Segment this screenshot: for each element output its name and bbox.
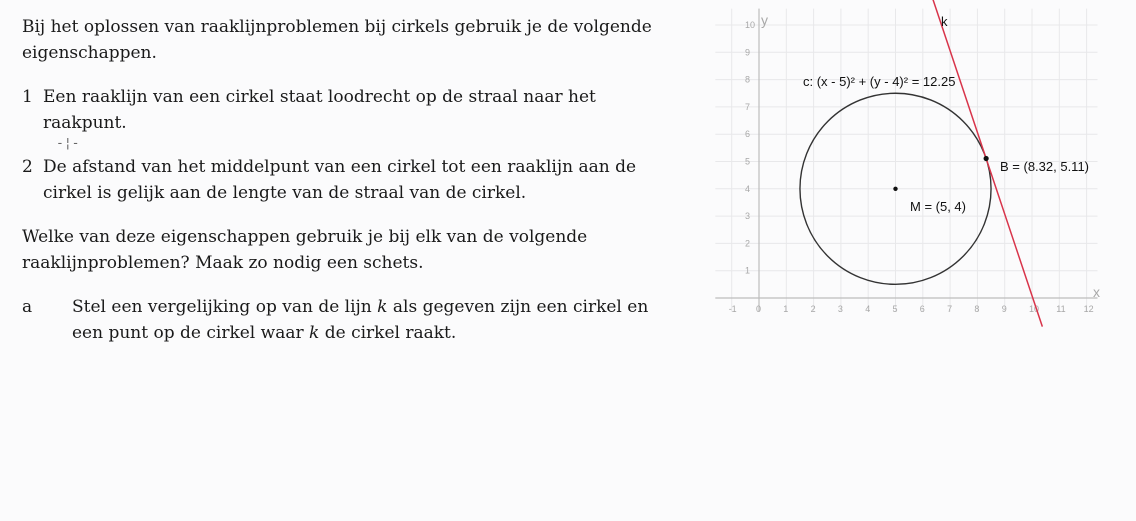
subquestion-a [22, 294, 662, 346]
line-k-label: k [941, 14, 948, 29]
x-tick-label: 8 [974, 304, 980, 314]
center-point-label: M = (5, 4) [910, 199, 966, 214]
y-tick-label: 9 [745, 47, 751, 58]
x-tick-label: 6 [919, 304, 925, 314]
coordinate-graph [700, 0, 1136, 340]
exercise-text [22, 14, 662, 346]
subquestion-text [72, 294, 662, 346]
subquestion-letter: a [22, 297, 33, 317]
y-axis-label: y [761, 12, 768, 28]
intro-paragraph: Bij het oplossen van raaklijnproblemen bij cirkels gebruik je de volgende eigenschappen. [22, 17, 652, 63]
mouse-cursor-icon: -¦- [56, 136, 80, 151]
question-paragraph: Welke van deze eigenschappen gebruik je bij elk van de volgende raaklijnproblemen? Maak zo nodig een schets. [22, 227, 588, 273]
y-tick-label: 8 [745, 74, 751, 85]
x-tick-label: 4 [865, 304, 871, 314]
x-tick-label: 5 [892, 304, 898, 314]
property-text: De afstand van het middelpunt van een cirkel tot een raaklijn aan de cirkel is gelijk aan de lengte van de straal van de cirkel. [43, 157, 637, 203]
line-variable: k [377, 297, 388, 317]
x-tick-label: 9 [1001, 304, 1007, 314]
y-tick-label: 2 [745, 238, 751, 249]
x-axis-label: x [1093, 284, 1100, 300]
x-tick-label: 10 [1029, 304, 1040, 314]
y-tick-label: 4 [745, 183, 751, 194]
y-tick-label: 10 [745, 20, 756, 30]
y-tick-label: 1 [745, 265, 751, 276]
property-1 [22, 84, 662, 136]
subquestion-text-part: de cirkel raakt. [319, 323, 457, 343]
x-tick-label: 11 [1056, 304, 1066, 314]
x-tick-label: 2 [810, 304, 816, 314]
property-text: Een raaklijn van een cirkel staat loodrecht op de straal naar het raakpunt. [43, 87, 596, 133]
x-tick-label: -1 [728, 304, 737, 314]
line-variable: k [309, 323, 320, 343]
point-b-label: B = (8.32, 5.11) [1000, 159, 1090, 174]
property-2 [22, 154, 662, 206]
subquestion-text-part: als gegeven zijn een cirkel en een punt op de cirkel waar [72, 297, 649, 343]
circle-equation-label: c: (x - 5)² + (y - 4)² = 12.25 [803, 74, 956, 89]
y-tick-label: 5 [745, 156, 751, 167]
center-point-m [893, 187, 897, 191]
x-tick-label: 3 [837, 304, 843, 314]
x-tick-label: 0 [756, 304, 762, 314]
x-tick-label: 7 [947, 304, 953, 314]
x-tick-label: 12 [1083, 304, 1094, 314]
subquestion-text-part: Stel een vergelijking op van de lijn [72, 297, 378, 317]
tangent-point-b [984, 156, 989, 161]
y-tick-label: 6 [745, 129, 751, 140]
property-number: 2 [22, 157, 33, 177]
x-tick-label: 1 [783, 304, 789, 314]
property-number: 1 [22, 87, 33, 107]
y-tick-label: 3 [745, 211, 751, 222]
y-tick-label: 7 [745, 101, 751, 112]
